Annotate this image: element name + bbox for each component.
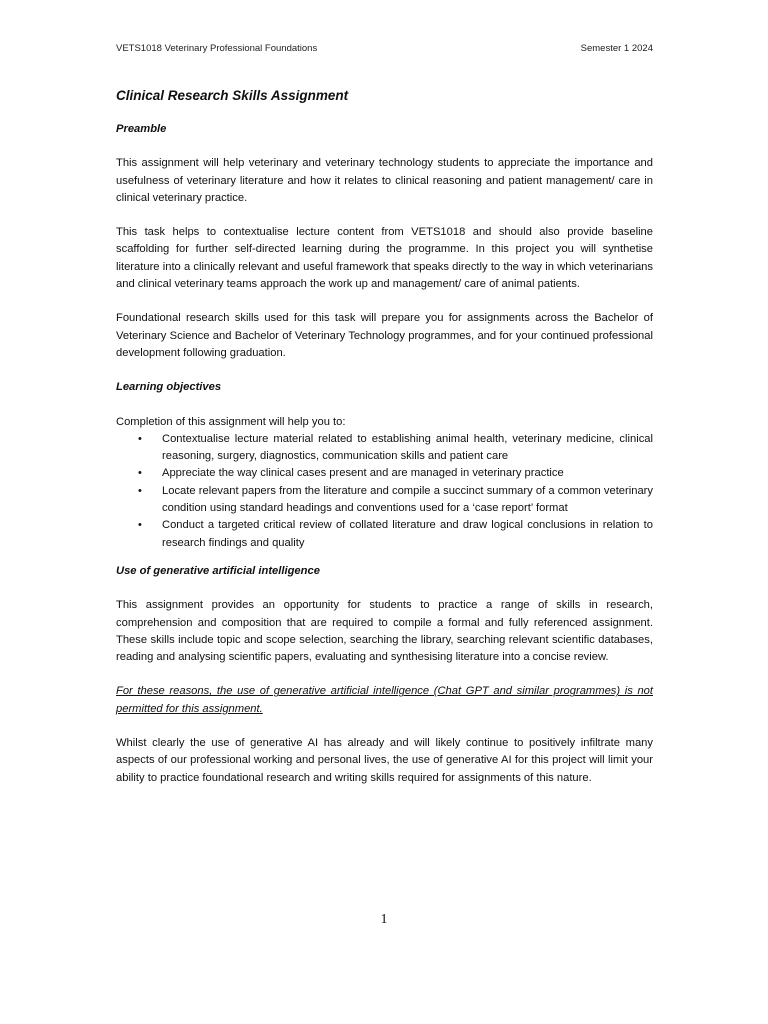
objective-item [116, 517, 653, 552]
generative-ai-notice: For these reasons, the use of generative artificial intelligence (Chat GPT and similar programmes) is not permitted for this assignment. [116, 685, 653, 715]
bullet-icon: • [138, 467, 142, 480]
preamble-paragraph-1: This assignment will help veterinary and veterinary technology students to appreciate the importance and usefulness of veterinary literature and how it relates to clinical reasoning and patient management/ care in clinical veterinary practice. [116, 157, 653, 204]
generative-ai-paragraph-1: This assignment provides an opportunity for students to practice a range of skills in research, comprehension and composition that are required to compile a formal and fully referenced assignment. These skills include topic and scope selection, searching the library, searching relevant scientific databases, reading and analysing scientific papers, evaluating and synthesising literature into a concise review. [116, 599, 653, 664]
objective-text: Conduct a targeted critical review of collated literature and draw logical conclusions in relation to research findings and quality [162, 519, 653, 549]
bullet-icon: • [138, 432, 142, 445]
objective-item [116, 483, 653, 518]
page-header [116, 42, 653, 56]
preamble-paragraph-3: Foundational research skills used for this task will prepare you for assignments across the Bachelor of Veterinary Science and Bachelor of Veterinary Technology programmes, and for your continued professional development following graduation. [116, 312, 653, 359]
learning-objectives-heading: Learning objectives [116, 381, 222, 394]
objective-item [116, 431, 653, 466]
document-body [116, 86, 653, 804]
generative-ai-heading: Use of generative artificial intelligence [116, 564, 320, 577]
header-course: VETS1018 Veterinary Professional Foundations [116, 43, 318, 54]
preamble-heading: Preamble [116, 123, 167, 135]
learning-objectives-intro: Completion of this assignment will help you to: [116, 415, 346, 428]
bullet-icon: • [138, 484, 142, 497]
learning-objectives-list [116, 431, 653, 552]
page-number: 1 [380, 912, 388, 927]
objective-text: Contextualise lecture material related to establishing animal health, veterinary medicine, clinical reasoning, surgery, diagnostics, communication skills and patient care [162, 432, 653, 463]
document-title: Clinical Research Skills Assignment [116, 88, 349, 103]
header-semester: Semester 1 2024 [580, 43, 653, 54]
objective-item [116, 465, 653, 482]
objective-text: Appreciate the way clinical cases present and are managed in veterinary practice [162, 467, 564, 480]
preamble-paragraph-2: This task helps to contextualise lecture content from VETS1018 and should also provide baseline scaffolding for further self-directed learning during the programme. In this project you will synthetise literature into a clinically relevant and useful framework that speaks directly to the way in which veterinarians and clinical veterinary teams approach the work up and management/ care of animal patients. [116, 226, 653, 291]
generative-ai-paragraph-2: Whilst clearly the use of generative AI has already and will likely continue to positively infiltrate many aspects of our professional working and personal lives, the use of generative AI for this project will limit your ability to practice foundational research and writing skills required for assignments of this nature. [116, 737, 653, 784]
objective-text: Locate relevant papers from the literature and compile a succinct summary of a common veterinary condition using standard headings and conventions used for a ‘case report’ format [162, 484, 653, 515]
bullet-icon: • [138, 519, 142, 532]
